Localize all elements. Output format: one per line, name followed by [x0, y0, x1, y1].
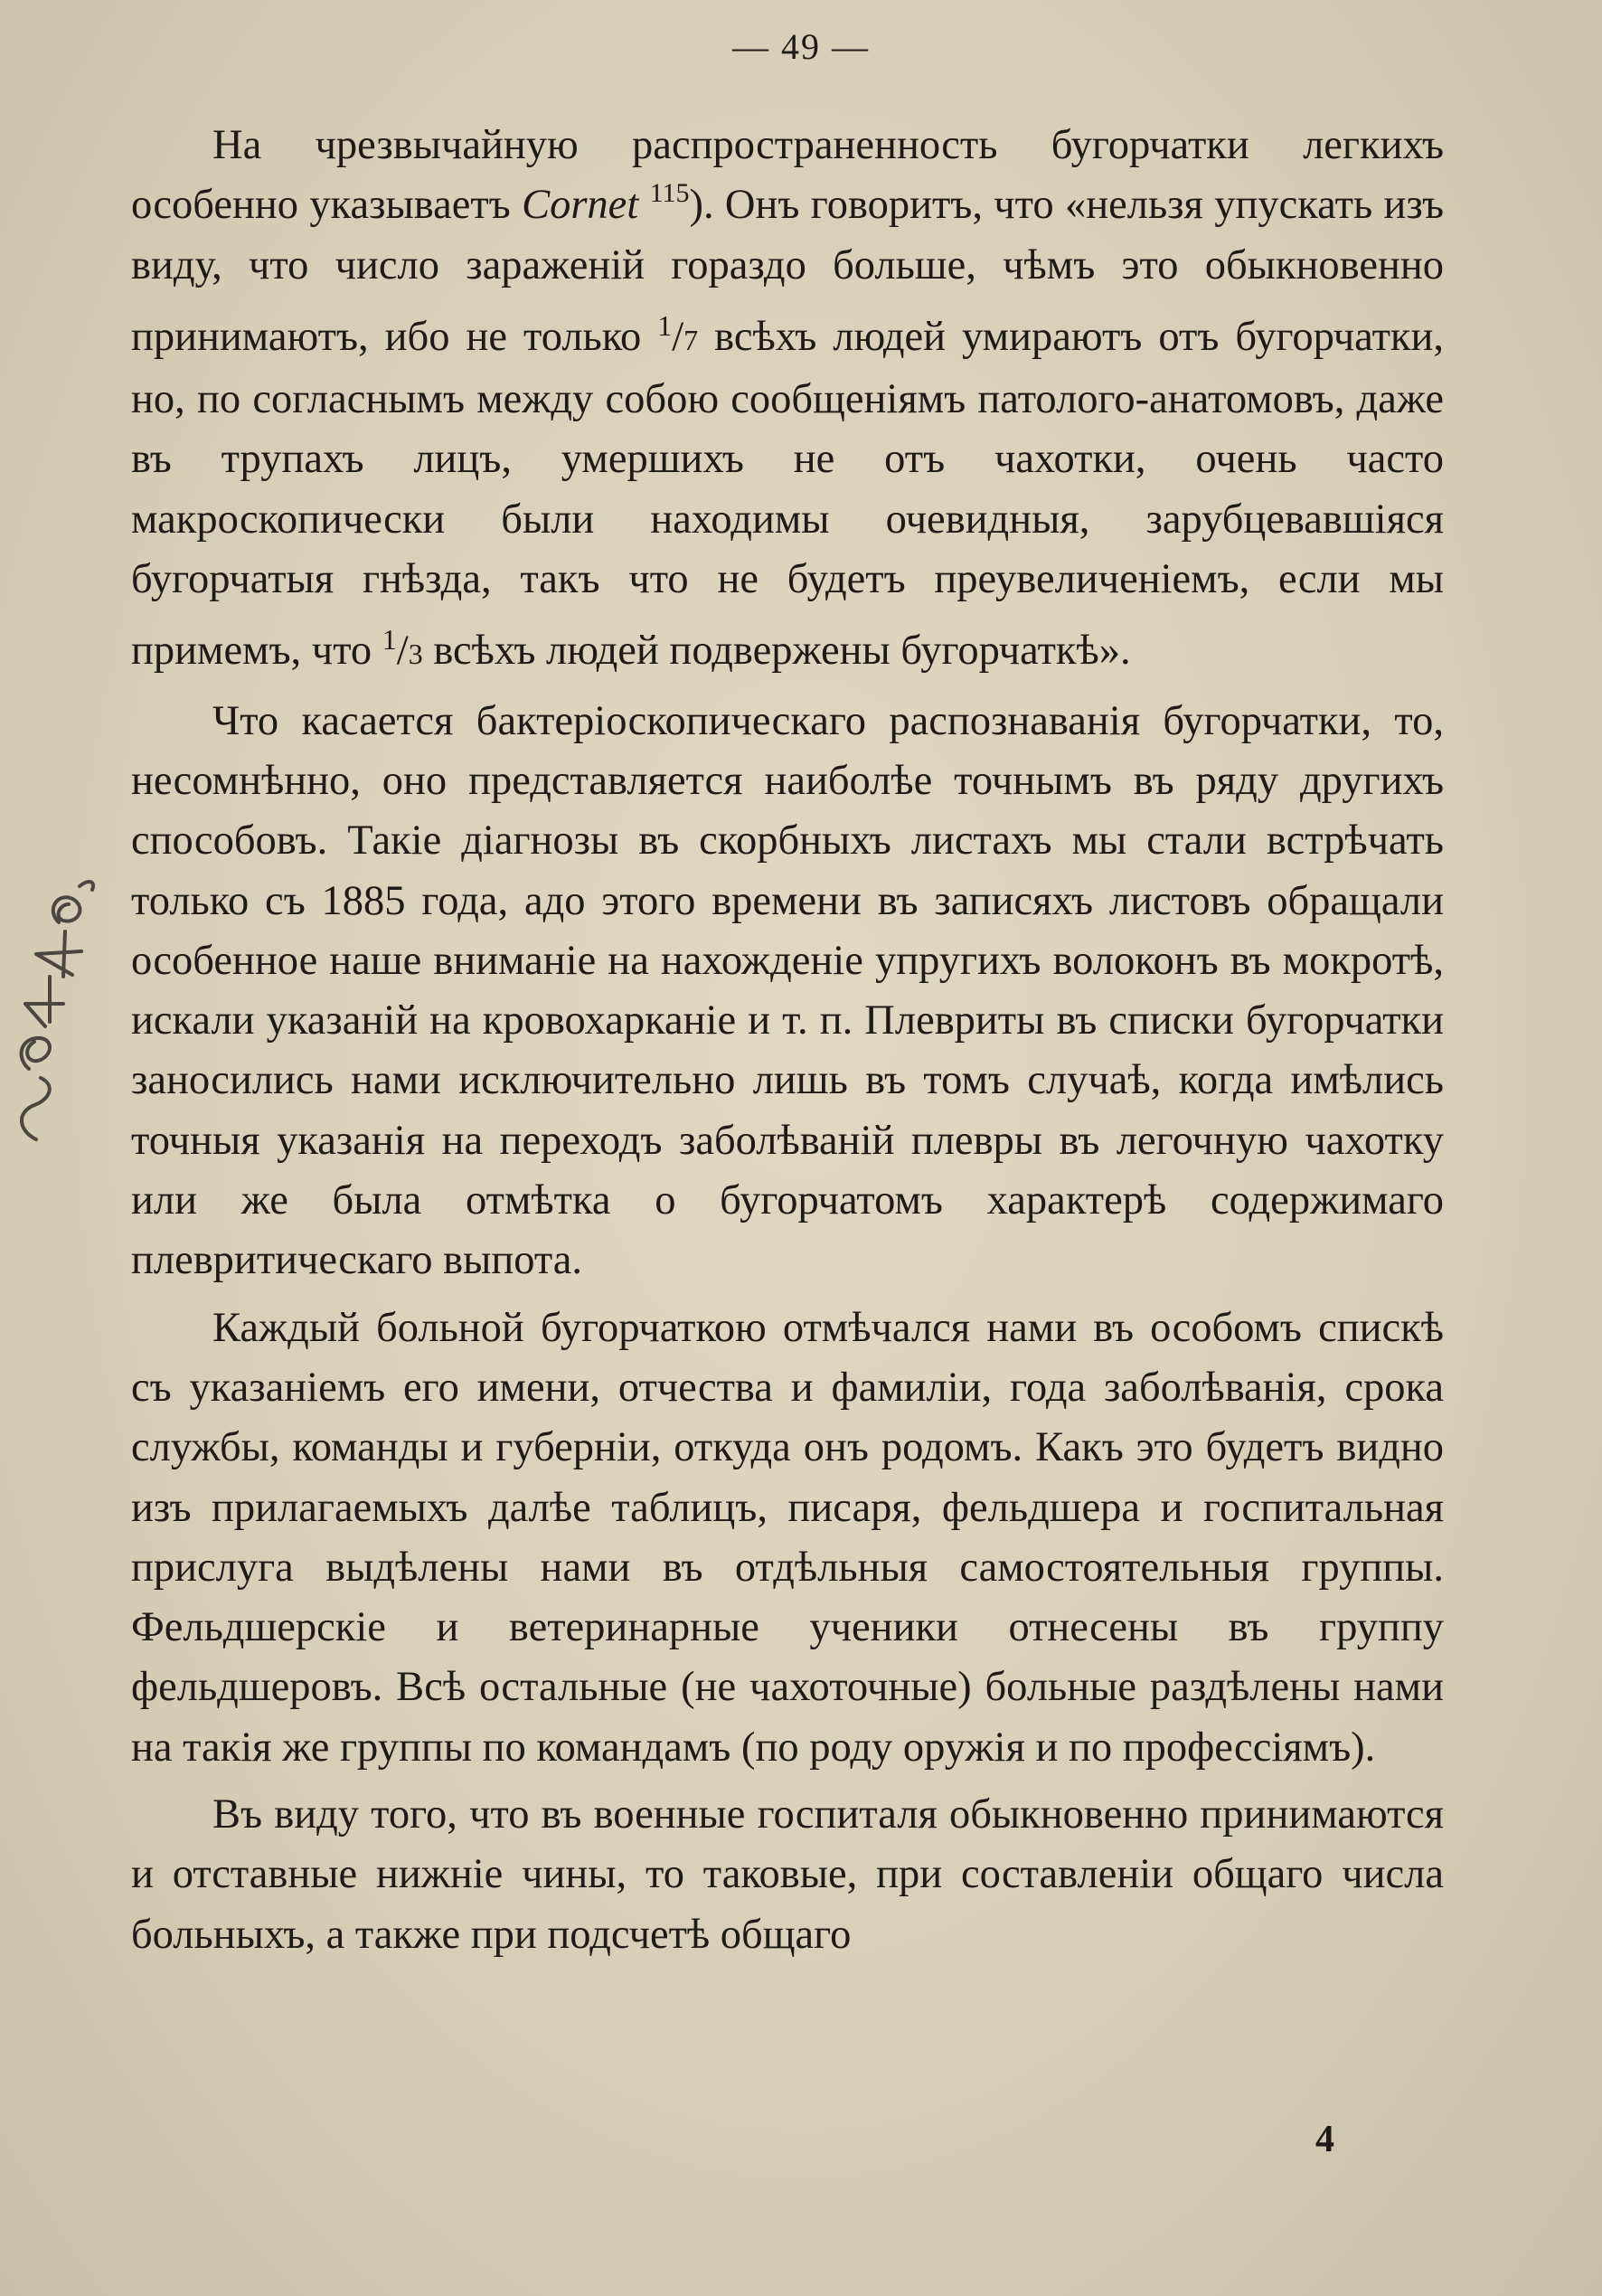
handwritten-margin-note — [9, 868, 118, 1157]
page-number-header: — 49 — — [732, 26, 870, 67]
reference-number: 115 — [649, 178, 690, 209]
paragraph-1-part3: всѣхъ людей умираютъ отъ бугорчатки, но, по согласнымъ между собою сообщеніямъ патолого-анатомовъ, даже въ трупахъ лицъ, умершихъ не отъ чахотки, очень часто макроскопически были находимы очевидныя, зарубцевавшіяся бугорчатыя гнѣзда, такъ что не будетъ преувеличеніемъ, если мы примемъ, что — [131, 313, 1445, 675]
paragraph-2: Что касается бактеріоскопическаго распознаванія бугорчатки, то, несомнѣнно, оно представляется наиболѣе точнымъ въ ряду другихъ способовъ. Такіе діагнозы въ скорбныхъ листахъ мы стали встрѣчать только съ 1885 года, адо этого времени въ записяхъ листовъ обращали особенное наше вниманіе на нахожденіе упругихъ волоконъ въ мокротѣ, искали указаній на кровохарканіе и т. п. Плевриты въ списки бугорчатки заносились нами исключительно лишь въ томъ случаѣ, когда имѣлись точныя указанія на переходъ заболѣваній плевры въ легочную чахотку или же была отмѣтка о бугорчатомъ характерѣ содержимаго плевритическаго выпота. — [131, 697, 1444, 1284]
fraction-2-numerator: 1 — [382, 623, 397, 657]
paragraph-1-part1: На чрезвычайную распространенность бугорчатки легкихъ особенно указываетъ — [131, 122, 1444, 229]
fraction-2-denominator: 3 — [408, 638, 423, 671]
paragraph-4: Въ виду того, что въ военные госпиталя обыкновенно принимаются и отставные нижніе чины, то таковые, при составленіи общаго числа больныхъ, а также при подсчетѣ общаго — [131, 1791, 1444, 1958]
sheet-signature-number: 4 — [1315, 2119, 1334, 2160]
fraction-1-numerator: 1 — [657, 308, 673, 342]
paragraph-3: Каждый больной бугорчаткою отмѣчался нами въ особомъ спискѣ съ указаніемъ его имени, отчества и фамиліи, года заболѣванія, срока службы, команды и губерніи, откуда онъ родомъ. Какъ это будетъ видно изъ прилагаемыхъ далѣе таблицъ, писаря, фельдшера и госпитальная прислуга выдѣлены нами въ отдѣльныя самостоятельныя группы. Фельдшерскіе и ветеринарные ученики отнесены въ группу фельдшеровъ. Всѣ остальные (не чахоточные) больные раздѣлены нами на такія же группы по командамъ (по роду оружія и по профессіямъ). — [131, 1304, 1444, 1771]
paragraph-1-part2: ). Онъ говоритъ, что «нельзя упускать изъ виду, что число зараженій гораздо больше, чѣмъ это обыкновенно принимаютъ, ибо не только — [131, 182, 1444, 360]
body-text — [131, 116, 1444, 1965]
paragraph-1: На чрезвычайную распространенность бугорчатки легкихъ особенно указываетъ Cornet $^{115}$). Онъ говоритъ, что «нельзя упускать изъ виду, что число зараженій гораздо больше, чѣмъ это обыкновенно принимаютъ, ибо не только $^1$/7 всѣхъ людей умираютъ отъ бугорчатки, но, по согласнымъ между собою сообщеніямъ патолого-анатомовъ, даже въ трупахъ лицъ, умершихъ не отъ чахотки, очень часто макроскопически были находимы очевидныя, зарубцевавшіяся бугорчатыя гнѣзда, такъ что не будетъ преувеличеніемъ, если мы примемъ, что $^1$/3 всѣхъ людей подвержены бугорчаткѣ». — [131, 122, 1445, 675]
paragraph-1-part4: всѣхъ людей подвержены бугорчаткѣ». — [422, 628, 1131, 675]
fraction-1-denominator: 7 — [683, 323, 699, 356]
author-name: Cornet — [522, 182, 639, 229]
